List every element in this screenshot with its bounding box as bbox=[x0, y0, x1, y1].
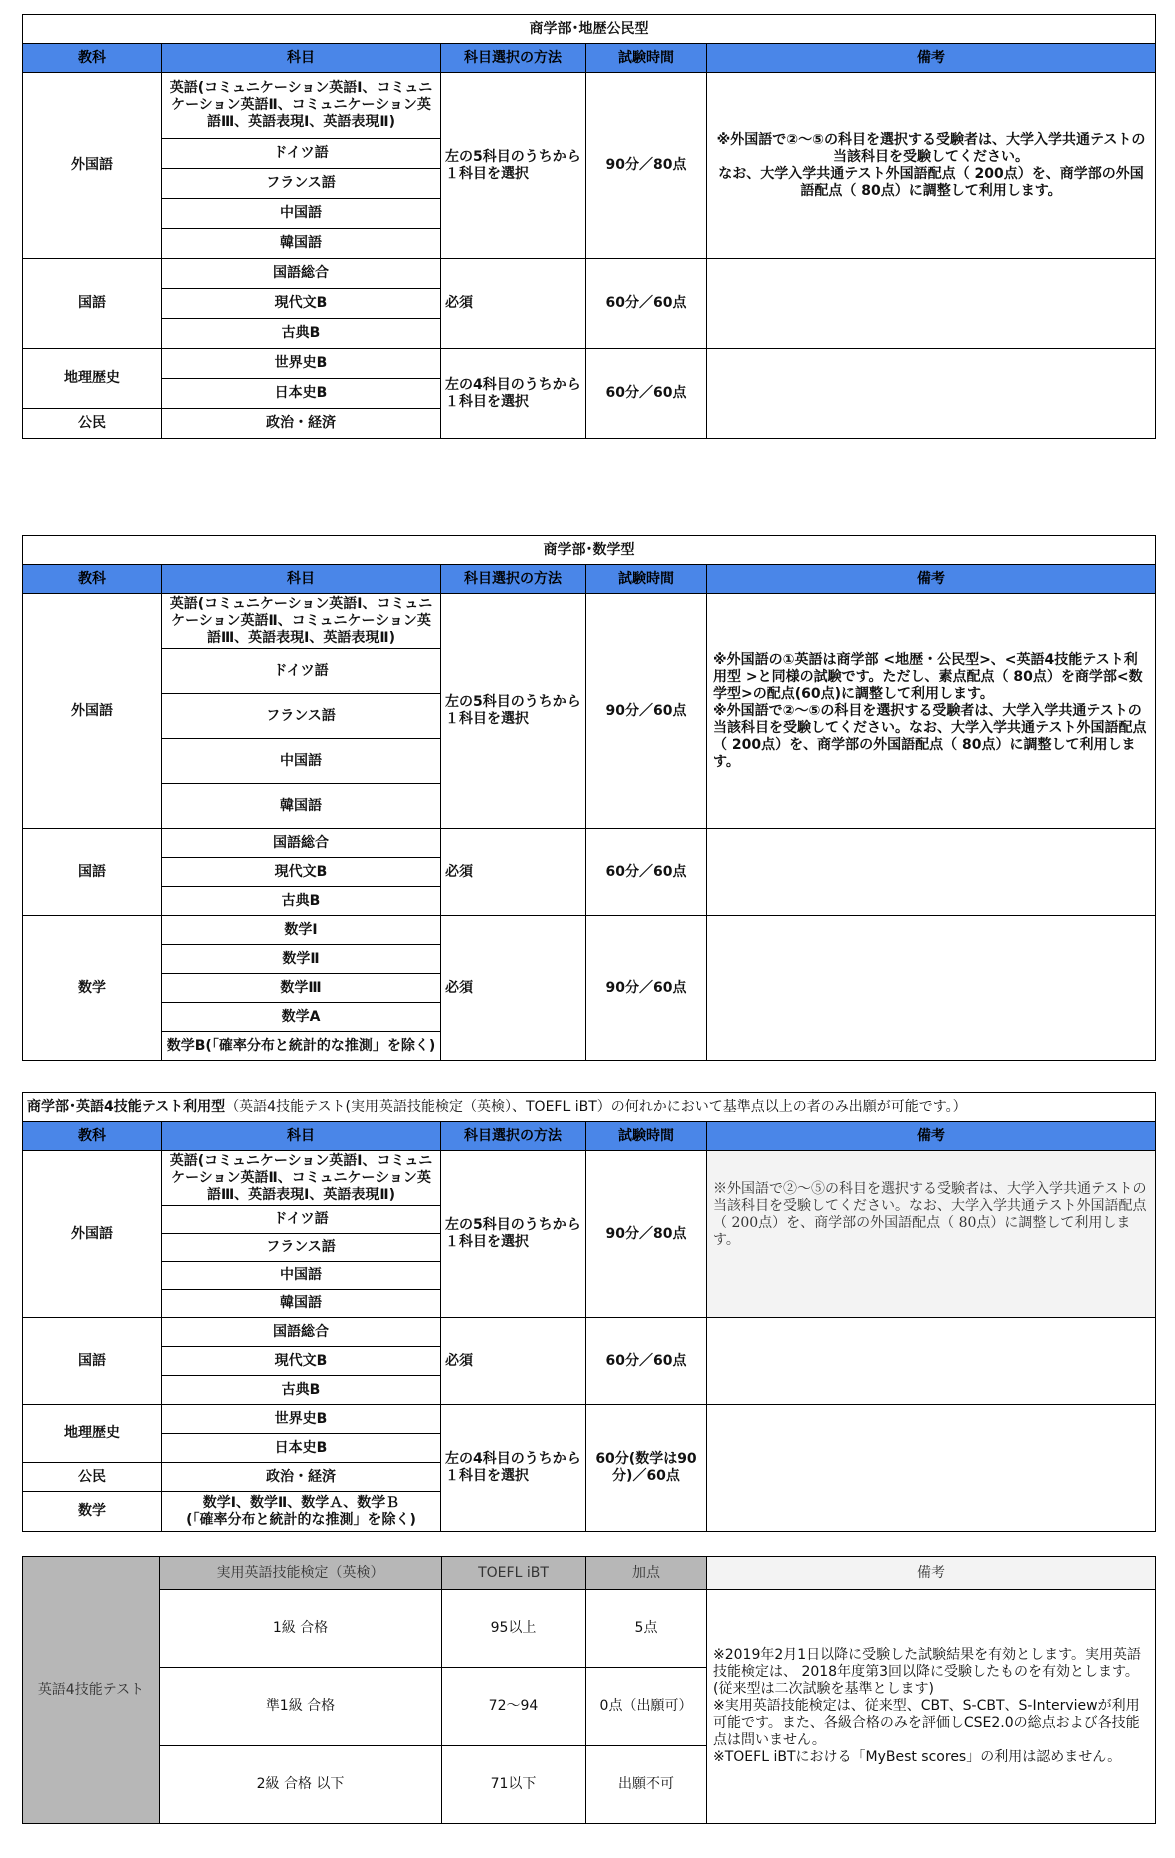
cell-mathB: 数学B(「確率分布と統計的な推測」を除く) bbox=[162, 1032, 441, 1061]
cell-politics: 政治・経済 bbox=[162, 409, 441, 439]
cell-jp-note bbox=[707, 259, 1156, 349]
header-method: 科目選択の方法 bbox=[441, 44, 586, 73]
cell-fl-time: 90分／60点 bbox=[586, 594, 707, 829]
table-chigaku-koumin bbox=[22, 14, 1156, 439]
cell-gh-method: 左の4科目のうちから１科目を選択 bbox=[441, 349, 586, 439]
cell-english: 英語(コミュニケーション英語Ⅰ、コミュニケーション英語Ⅱ、コミュニケーション英語Ⅲ、英語表現Ⅰ、英語表現Ⅱ) bbox=[162, 594, 441, 649]
cell-japanese: 国語 bbox=[23, 259, 162, 349]
cell-toefl-3: 71以下 bbox=[442, 1746, 586, 1824]
cell-fl-method: 左の5科目のうちから１科目を選択 bbox=[441, 73, 586, 259]
cell-jp-method: 必須 bbox=[441, 829, 586, 916]
header-method: 科目選択の方法 bbox=[441, 565, 586, 594]
cell-gh-note bbox=[707, 349, 1156, 439]
cell-kokugo-sogo: 国語総合 bbox=[162, 829, 441, 858]
cell-english: 英語(コミュニケーション英語Ⅰ、コミュニケーション英語Ⅱ、コミュニケーション英語Ⅲ、英語表現Ⅰ、英語表現Ⅱ) bbox=[162, 73, 441, 139]
table-title: 商学部･数学型 bbox=[23, 536, 1156, 565]
cell-math-method: 必須 bbox=[441, 916, 586, 1061]
cell-fl-time: 90分／80点 bbox=[586, 73, 707, 259]
cell-math2: 数学Ⅱ bbox=[162, 945, 441, 974]
cell-mathA: 数学A bbox=[162, 1003, 441, 1032]
cell-eiken-3: 2級 合格 以下 bbox=[160, 1746, 442, 1824]
cell-koten: 古典B bbox=[162, 887, 441, 916]
cell-french: フランス語 bbox=[162, 694, 441, 739]
cell-geo-history: 地理歴史 bbox=[23, 349, 162, 409]
header-method: 科目選択の方法 bbox=[441, 1122, 586, 1151]
cell-jp-time: 60分／60点 bbox=[586, 1318, 707, 1405]
cell-japanese: 国語 bbox=[23, 1318, 162, 1405]
cell-jp-note bbox=[707, 829, 1156, 916]
cell-french: フランス語 bbox=[162, 1234, 441, 1262]
cell-french: フランス語 bbox=[162, 169, 441, 199]
header-time: 試験時間 bbox=[586, 1122, 707, 1151]
cell-civics: 公民 bbox=[23, 1463, 162, 1492]
cell-gh-time: 60分(数学は90分)／60点 bbox=[586, 1405, 707, 1532]
cell-korean: 韓国語 bbox=[162, 1290, 441, 1318]
cell-gh-method: 左の4科目のうちから１科目を選択 bbox=[441, 1405, 586, 1532]
cell-german: ドイツ語 bbox=[162, 139, 441, 169]
cell-koten: 古典B bbox=[162, 319, 441, 349]
cell-fl-method: 左の5科目のうちから１科目を選択 bbox=[441, 1151, 586, 1318]
cell-gh-time: 60分／60点 bbox=[586, 349, 707, 439]
cell-civics: 公民 bbox=[23, 409, 162, 439]
cell-math: 数学 bbox=[23, 916, 162, 1061]
cell-chinese: 中国語 bbox=[162, 739, 441, 784]
cell-korean: 韓国語 bbox=[162, 784, 441, 829]
header-subject: 科目 bbox=[162, 565, 441, 594]
cell-gendaibun: 現代文B bbox=[162, 289, 441, 319]
cell-japan-history: 日本史B bbox=[162, 1434, 441, 1463]
cell-jp-method: 必須 bbox=[441, 1318, 586, 1405]
table-english-4skills bbox=[22, 1092, 1156, 1532]
cell-jp-note bbox=[707, 1318, 1156, 1405]
cell-jp-time: 60分／60点 bbox=[586, 829, 707, 916]
cell-geo-history: 地理歴史 bbox=[23, 1405, 162, 1463]
cell-bonus-2: 0点（出願可） bbox=[586, 1668, 707, 1746]
header-remarks: 備考 bbox=[707, 1122, 1156, 1151]
cell-fl-time: 90分／80点 bbox=[586, 1151, 707, 1318]
cell-foreign-language: 外国語 bbox=[23, 73, 162, 259]
table-title-sub: （英語4技能テスト(実用英語技能検定（英検）、TOEFL iBT）の何れかにおいて基準点以上の者のみ出願が可能です。） bbox=[225, 1098, 967, 1115]
cell-chinese: 中国語 bbox=[162, 199, 441, 229]
header-subject-category: 教科 bbox=[23, 44, 162, 73]
cell-4skills-note: ※2019年2月1日以降に受験した試験結果を有効とします。実用英語技能検定は、 2018年度第3回以降に受験したものを有効とします。(従来型は二次試験を基準とします) ※実用英語技能検定は、従来型、CBT、S-CBT、S-Interviewが利用可能です。また、各級合格のみを評価しCSE2.0の総点および各技能点は問いません。 ※TOEFL iBTにおける「MyBest scores」の利用は認めません。 bbox=[707, 1590, 1156, 1824]
cell-jp-method: 必須 bbox=[441, 259, 586, 349]
cell-math3: 数学Ⅲ bbox=[162, 974, 441, 1003]
cell-foreign-language: 外国語 bbox=[23, 1151, 162, 1318]
cell-politics: 政治・経済 bbox=[162, 1463, 441, 1492]
cell-toefl-2: 72～94 bbox=[442, 1668, 586, 1746]
cell-world-history: 世界史B bbox=[162, 1405, 441, 1434]
header-remarks: 備考 bbox=[707, 1557, 1156, 1590]
table-title bbox=[23, 1093, 1156, 1122]
cell-gh-note bbox=[707, 1405, 1156, 1532]
cell-gendaibun: 現代文B bbox=[162, 1347, 441, 1376]
cell-fl-note: ※外国語で②～⑤の科目を選択する受験者は、大学入学共通テストの当該科目を受験してください。 なお、大学入学共通テスト外国語配点（ 200点）を、商学部の外国語配点（ 80点）に調整して利用します。 bbox=[707, 73, 1156, 259]
cell-koten: 古典B bbox=[162, 1376, 441, 1405]
cell-kokugo-sogo: 国語総合 bbox=[162, 259, 441, 289]
cell-chinese: 中国語 bbox=[162, 1262, 441, 1290]
header-time: 試験時間 bbox=[586, 565, 707, 594]
header-subject-category: 教科 bbox=[23, 1122, 162, 1151]
table-math bbox=[22, 535, 1156, 1061]
cell-toefl-1: 95以上 bbox=[442, 1590, 586, 1668]
cell-english: 英語(コミュニケーション英語Ⅰ、コミュニケーション英語Ⅱ、コミュニケーション英語Ⅲ、英語表現Ⅰ、英語表現Ⅱ) bbox=[162, 1151, 441, 1206]
cell-kokugo-sogo: 国語総合 bbox=[162, 1318, 441, 1347]
cell-fl-method: 左の5科目のうちから１科目を選択 bbox=[441, 594, 586, 829]
table-english-test-scores bbox=[22, 1556, 1156, 1824]
cell-math-time: 90分／60点 bbox=[586, 916, 707, 1061]
cell-gendaibun: 現代文B bbox=[162, 858, 441, 887]
cell-bonus-1: 5点 bbox=[586, 1590, 707, 1668]
cell-jp-time: 60分／60点 bbox=[586, 259, 707, 349]
cell-japan-history: 日本史B bbox=[162, 379, 441, 409]
header-subject: 科目 bbox=[162, 44, 441, 73]
header-eiken: 実用英語技能検定（英検） bbox=[160, 1557, 442, 1590]
cell-fl-note: ※外国語の①英語は商学部 <地歴・公民型>、<英語4技能テスト利用型 >と同様の試験です。ただし、素点配点（ 80点）を商学部<数学型>の配点(60点)に調整して利用します。 ※外国語で②～⑤の科目を選択する受験者は、大学入学共通テストの当該科目を受験してください。なお、大学入学共通テスト外国語配点（ 200点）を、商学部の外国語配点（ 80点）に調整して利用します。 bbox=[707, 594, 1156, 829]
cell-math-combo: 数学Ⅰ、数学Ⅱ、数学Ａ、数学Ｂ (「確率分布と統計的な推測」を除く) bbox=[162, 1492, 441, 1532]
cell-german: ドイツ語 bbox=[162, 1206, 441, 1234]
cell-world-history: 世界史B bbox=[162, 349, 441, 379]
header-subject-category: 教科 bbox=[23, 565, 162, 594]
cell-math-note bbox=[707, 916, 1156, 1061]
cell-foreign-language: 外国語 bbox=[23, 594, 162, 829]
table-title-main: 商学部･英語4技能テスト利用型 bbox=[27, 1098, 226, 1115]
header-time: 試験時間 bbox=[586, 44, 707, 73]
cell-4skills-label: 英語4技能テスト bbox=[23, 1557, 160, 1824]
cell-eiken-1: 1級 合格 bbox=[160, 1590, 442, 1668]
cell-fl-note: ※外国語で②～⑤の科目を選択する受験者は、大学入学共通テストの当該科目を受験してください。なお、大学入学共通テスト外国語配点（ 200点）を、商学部の外国語配点（ 80点）に調整して利用します。 bbox=[707, 1151, 1156, 1318]
cell-korean: 韓国語 bbox=[162, 229, 441, 259]
cell-bonus-3: 出願不可 bbox=[586, 1746, 707, 1824]
header-subject: 科目 bbox=[162, 1122, 441, 1151]
header-bonus: 加点 bbox=[586, 1557, 707, 1590]
table-title: 商学部･地歴公民型 bbox=[23, 15, 1156, 44]
header-remarks: 備考 bbox=[707, 565, 1156, 594]
header-remarks: 備考 bbox=[707, 44, 1156, 73]
header-toefl: TOEFL iBT bbox=[442, 1557, 586, 1590]
cell-german: ドイツ語 bbox=[162, 649, 441, 694]
cell-eiken-2: 準1級 合格 bbox=[160, 1668, 442, 1746]
cell-math1: 数学Ⅰ bbox=[162, 916, 441, 945]
cell-math: 数学 bbox=[23, 1492, 162, 1532]
cell-japanese: 国語 bbox=[23, 829, 162, 916]
